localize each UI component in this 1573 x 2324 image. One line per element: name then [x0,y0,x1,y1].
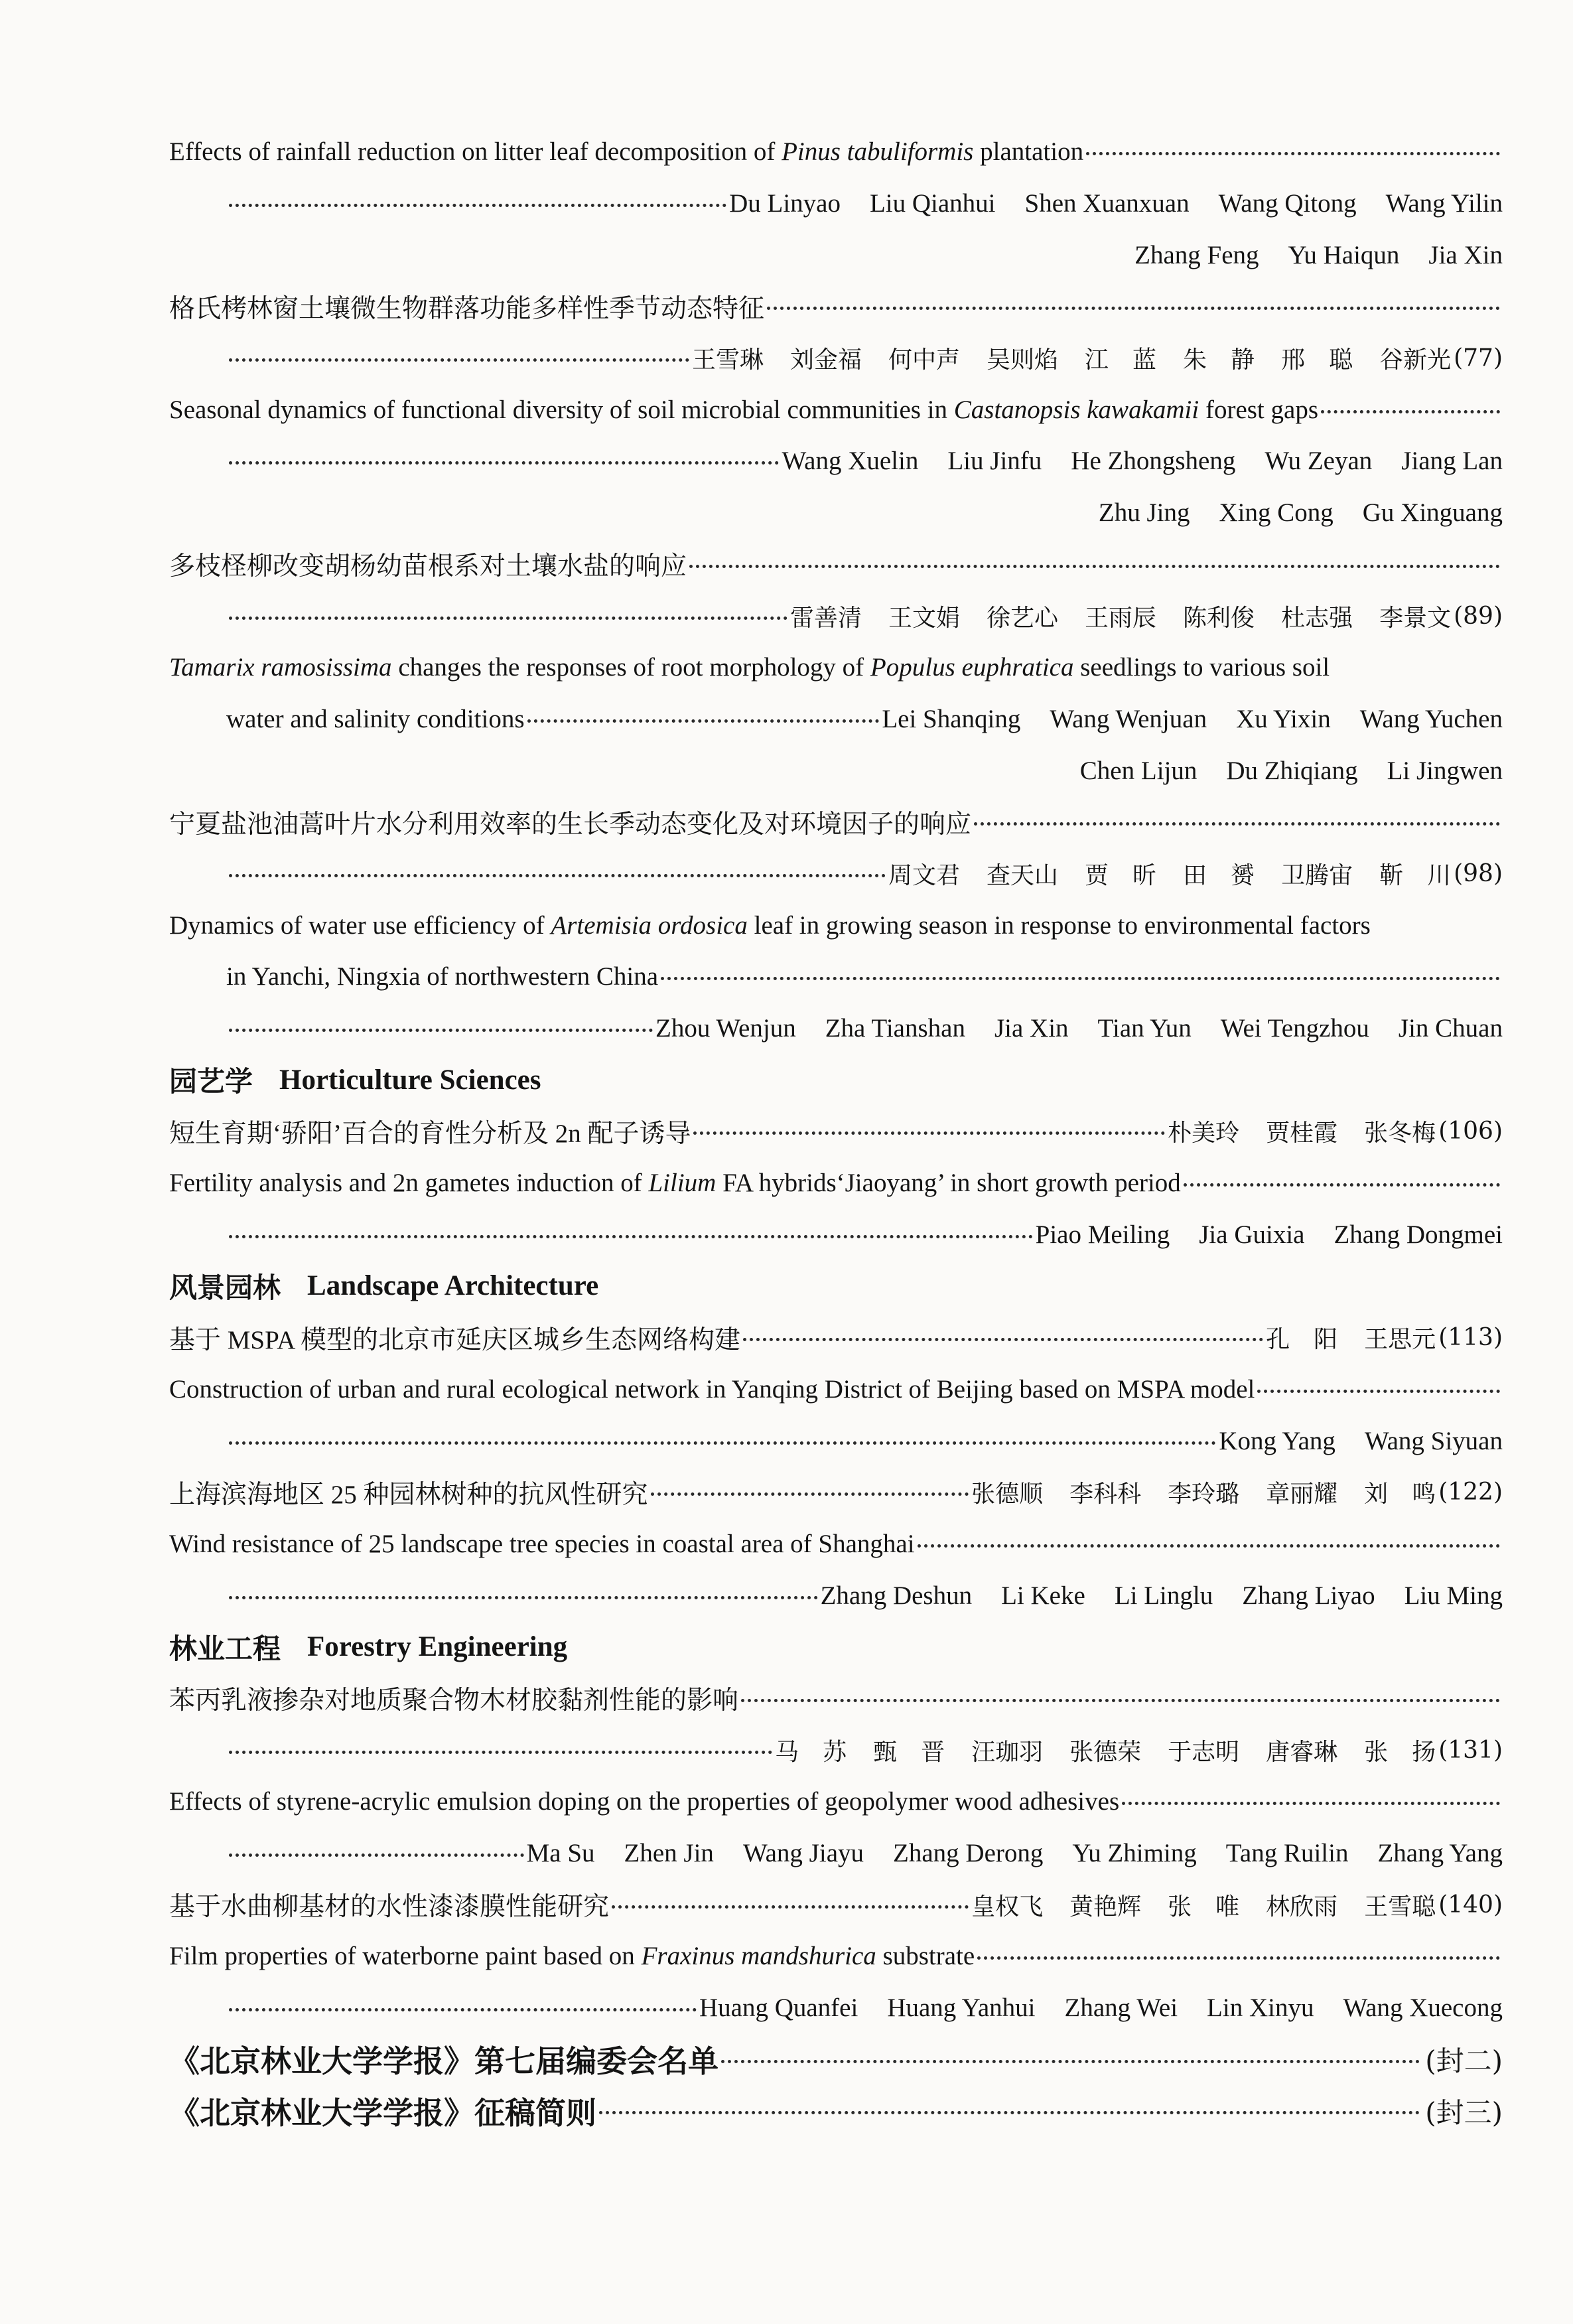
author-name: Zhang Yang [1377,1839,1503,1868]
author-name: 林欣雨 [1266,1893,1338,1921]
author-name: 雷善清 [789,604,862,632]
author-name: 王雪聪 [1364,1893,1436,1921]
toc-entry-line [169,1106,1503,1157]
author-name: Li Keke [1001,1581,1085,1610]
toc-entry-line [169,1208,1503,1260]
leader-dots [229,2008,697,2011]
author-list [1219,1426,1503,1456]
section-heading [169,1260,1503,1312]
author-name: 李科科 [1069,1481,1142,1508]
leader-dots [1122,1802,1500,1805]
title-text: 基于 MSPA 模型的北京市延庆区城乡生态网络构建 [169,1325,740,1354]
title-text: 《北京林业大学学报》征稿简则 [169,2094,596,2131]
toc-entry-line [169,2085,1503,2137]
author-list [527,1838,1503,1868]
toc-entry-line [169,1157,1503,1209]
author-name: Liu Jinfu [947,447,1042,476]
author-name: Jia Xin [994,1014,1069,1043]
author-name: Liu Ming [1404,1581,1503,1610]
author-list [1080,756,1503,786]
entry-title [169,1319,740,1356]
species-name: Tamarix ramosissima [169,653,392,682]
author-name: Zhu Jing [1098,498,1190,528]
author-list [971,1475,1436,1509]
author-name: Zhang Wei [1064,1994,1178,2023]
species-name: Fraxinus mandshurica [641,1942,876,1971]
toc-entry-line [169,848,1503,900]
toc-entry-line [169,487,1503,539]
section-title-zh: 林业工程 [169,1632,281,1665]
author-list [1099,498,1503,528]
leader-dots [229,617,787,620]
toc-entry-line [169,1518,1503,1570]
title-text: 《北京林业大学学报》第七届编委会名单 [169,2043,718,2080]
author-name: Du Linyao [729,189,841,218]
toc-entry-line [169,590,1503,642]
toc-entry-line [169,899,1503,951]
author-name: Lei Shanqing [882,704,1021,733]
leader-dots [767,307,1500,310]
page-number: (98) [1454,859,1503,887]
author-name: 王雪琳 [691,346,764,374]
author-name: He Zhongsheng [1071,447,1236,476]
entry-title [226,962,658,991]
toc-entry-line [169,229,1503,281]
title-text: Dynamics of water use efficiency of [169,910,551,940]
title-text: 基于水曲柳基材的水性漆漆膜性能研究 [169,1893,610,1922]
title-text: in Yanchi, Ningxia of northwestern China [226,962,659,991]
author-name: 贾 昕 [1085,861,1157,889]
author-name: 周文君 [888,861,961,889]
author-name: 王雨辰 [1085,604,1157,632]
title-text: 苯丙乳液掺杂对地质聚合物木材胶黏剂性能的影响 [169,1686,739,1715]
author-name: 徐艺心 [987,604,1059,632]
author-name: Zhang Feng [1134,240,1259,269]
author-name: 陈利俊 [1183,604,1255,632]
entry-title [169,910,1371,940]
toc-entry-line [169,1003,1503,1054]
author-list [1036,1220,1503,1250]
leader-dots [977,1956,1500,1960]
author-name: Chen Lijun [1079,756,1197,785]
section-heading [169,1054,1503,1106]
leader-dots [229,204,726,207]
author-name: Wang Xuelin [782,447,919,476]
leader-dots [599,2111,1420,2114]
entry-title [169,1680,738,1717]
toc-entry-line [169,2033,1503,2085]
toc-entry-line [169,1776,1503,1828]
title-text: Construction of urban and rural ecological network in Yanqing District of Beijing based on MSPA model [169,1374,1255,1404]
leader-dots [527,719,880,723]
leader-dots [229,1596,818,1599]
author-list [971,1888,1436,1922]
title-text: Fertility analysis and 2n gametes induction of [169,1169,649,1198]
title-text: Effects of rainfall reduction on litter leaf decomposition of [169,137,782,167]
page-number: (77) [1454,344,1503,372]
entry-title [169,1886,609,1923]
author-name: Wu Zeyan [1265,447,1373,476]
toc-entry-line [169,178,1503,230]
toc-entry-line [169,693,1503,745]
section-title-zh: 风景园林 [169,1271,281,1304]
author-name: Jia Guixia [1199,1220,1305,1249]
author-name: 孔 阳 [1266,1326,1338,1354]
author-list [1168,1114,1436,1148]
page-number: (140) [1438,1891,1503,1919]
author-name: 贾桂霞 [1266,1120,1338,1147]
author-name: 黄艳辉 [1069,1893,1142,1921]
author-name: Wang Yuchen [1359,704,1503,733]
toc-entry-line [169,1467,1503,1518]
entry-title [169,652,1330,682]
author-name: Wei Tengzhou [1220,1014,1369,1043]
entry-title [169,1529,915,1559]
author-name: Shen Xuanxuan [1024,189,1190,218]
author-name: Piao Meiling [1035,1220,1170,1249]
author-name: Kong Yang [1219,1426,1335,1455]
title-text: seedlings to various soil [1073,653,1330,682]
leader-dots [229,358,689,362]
toc-entry-line [169,951,1503,1003]
title-text: 短生育期‘骄阳’百合的育性分析及 2n 配子诱导 [169,1119,691,1148]
author-name: 卫腾宙 [1281,861,1353,889]
author-name: 吴则焰 [987,346,1059,374]
entry-title [169,137,1083,167]
page-number: (131) [1438,1736,1503,1764]
toc-entry-line [169,126,1503,178]
author-name: 马 苏 [775,1738,847,1766]
title-text: leaf in growing season in response to environmental factors [747,910,1371,940]
page-number: (113) [1438,1324,1503,1352]
entry-title [169,545,687,583]
author-name: 张德顺 [971,1481,1044,1508]
page-number: (89) [1454,602,1503,630]
toc-entry-line [169,642,1503,693]
leader-dots [661,977,1500,980]
leader-dots [693,1131,1165,1135]
leader-dots [229,1853,524,1857]
title-text: water and salinity conditions [226,704,525,733]
author-name: Zha Tianshan [825,1014,965,1043]
author-name: 江 蓝 [1085,346,1157,374]
author-name: Li Jingwen [1387,756,1503,785]
author-name: 田 赟 [1183,861,1255,889]
leader-dots [229,461,779,465]
author-list [790,599,1451,633]
leader-dots [974,822,1500,826]
toc-entry-line [169,539,1503,591]
table-of-contents [169,126,1503,2137]
author-name: Wang Wenjuan [1050,704,1207,733]
leader-dots [651,1492,969,1496]
title-text: changes the responses of root morphology of [391,653,870,682]
title-text: FA hybrids‘Jiaoyang’ in short growth period [716,1169,1181,1198]
page-number: (封三) [1425,2096,1503,2129]
author-list [882,704,1503,734]
author-name: 张德荣 [1069,1738,1142,1766]
author-name: 王思元 [1364,1326,1436,1354]
author-list [655,1013,1503,1043]
entry-title [169,1474,648,1511]
author-name: Wang Qitong [1218,189,1357,218]
author-name: 张 扬 [1364,1738,1436,1766]
toc-entry-line [169,1930,1503,1982]
author-name: 邢 聪 [1281,346,1353,374]
title-text: 格氏栲林窗土壤微生物群落功能多样性季节动态特征 [169,294,765,323]
section-title-zh: 园艺学 [169,1065,253,1098]
author-name: Huang Yanhui [887,1994,1036,2023]
section-title-en: Landscape Architecture [307,1270,599,1302]
entry-title [226,704,525,734]
author-name: 杜志强 [1281,604,1353,632]
author-name: Wang Jiayu [742,1839,864,1868]
toc-entry-line [169,796,1503,848]
author-name: Gu Xinguang [1362,498,1503,528]
leader-dots [1257,1390,1500,1393]
author-name: Lin Xinyu [1207,1994,1314,2023]
author-name: 王文娟 [888,604,961,632]
leader-dots [721,2060,1420,2063]
author-name: Zhang Derong [893,1839,1044,1868]
author-name: 何中声 [888,346,961,374]
author-name: Yu Zhiming [1072,1839,1197,1868]
title-text: plantation [973,137,1084,167]
leader-dots [918,1544,1500,1548]
author-list [692,341,1451,375]
entry-title [169,2089,596,2133]
title-text: 上海滨海地区 25 种园林树种的抗风性研究 [169,1480,648,1509]
toc-entry-line [169,281,1503,332]
author-name: Zhang Dongmei [1334,1220,1503,1249]
section-title-en: Horticulture Sciences [279,1064,541,1096]
title-text: Wind resistance of 25 landscape tree species in coastal area of Shanghai [169,1529,915,1558]
author-name: Yu Haiqun [1288,240,1400,269]
author-name: Li Linglu [1114,1581,1213,1610]
leader-dots [229,1751,772,1754]
author-name: 刘 鸣 [1364,1481,1436,1508]
author-name: Zhou Wenjun [655,1014,796,1043]
author-name: 刘金福 [789,346,862,374]
author-list [699,1993,1503,2023]
toc-entry-line [169,384,1503,435]
section-heading [169,1621,1503,1673]
page-number: (122) [1438,1479,1503,1506]
author-list [775,1733,1436,1767]
author-name: Zhang Deshun [820,1581,973,1610]
entry-title [169,1374,1255,1404]
section-title-en: Forestry Engineering [307,1631,568,1663]
author-list [1134,240,1503,270]
author-name: 唐睿琳 [1266,1738,1338,1766]
author-name: 于志明 [1168,1738,1240,1766]
leader-dots [1184,1183,1500,1187]
species-name: Artemisia ordosica [551,910,748,940]
author-name: 张冬梅 [1364,1120,1436,1147]
species-name: Pinus tabuliformis [782,137,974,167]
species-name: Lilium [648,1169,717,1198]
toc-entry-line [169,1415,1503,1467]
species-name: Castanopsis kawakamii [953,395,1199,424]
author-name: 章丽耀 [1266,1481,1338,1508]
toc-entry-line [169,435,1503,487]
toc-entry-line [169,332,1503,384]
entry-title [169,804,971,841]
author-name: 汪珈羽 [971,1738,1044,1766]
leader-dots [229,874,886,877]
entry-title [169,1168,1181,1198]
toc-entry-line [169,1673,1503,1725]
leader-dots [1321,410,1500,413]
author-name: Jia Xin [1428,240,1503,269]
leader-dots [229,1235,1033,1238]
author-name: Du Zhiqiang [1226,756,1358,785]
author-name: Tang Ruilin [1225,1839,1349,1868]
leader-dots [229,1029,653,1032]
toc-entry-line [169,1828,1503,1879]
entry-title [169,395,1318,425]
species-name: Populus euphratica [870,653,1074,682]
title-text: 多枝柽柳改变胡杨幼苗根系对土壤水盐的响应 [169,552,687,581]
author-name: 靳 川 [1379,861,1452,889]
author-name: Xu Yixin [1236,704,1331,733]
leader-dots [689,565,1500,568]
author-name: Zhang Liyao [1242,1581,1375,1610]
entry-title [169,288,764,325]
page-number: (封二) [1425,2045,1503,2078]
title-text: 宁夏盐池油蒿叶片水分利用效率的生长季动态变化及对环境因子的响应 [169,810,972,839]
leader-dots [229,1441,1216,1445]
toc-entry-line [169,745,1503,796]
toc-entry-line [169,1879,1503,1930]
author-name: 朱 静 [1183,346,1255,374]
author-name: Wang Yilin [1385,189,1503,218]
title-text: Seasonal dynamics of functional diversity of soil microbial communities in [169,395,954,424]
author-name: Zhen Jin [624,1839,714,1868]
title-text: Film properties of waterborne paint based on [169,1942,642,1971]
entry-title [169,1113,691,1150]
toc-entry-line [169,1982,1503,2034]
title-text: substrate [876,1942,975,1971]
author-name: Jin Chuan [1398,1014,1503,1043]
author-list [729,188,1503,218]
author-name: 查天山 [987,861,1059,889]
author-name: 李玲璐 [1168,1481,1240,1508]
entry-title [169,2037,718,2081]
leader-dots [1086,152,1500,155]
title-text: forest gaps [1199,395,1319,424]
author-name: Liu Qianhui [869,189,996,218]
author-list [1266,1321,1436,1354]
entry-title [169,1786,1119,1816]
leader-dots [743,1338,1263,1341]
author-name: Ma Su [526,1839,595,1868]
author-name: 朴美玲 [1168,1120,1240,1147]
toc-entry-line [169,1724,1503,1776]
toc-entry-line [169,1312,1503,1364]
author-name: Xing Cong [1219,498,1334,528]
author-list [888,857,1451,891]
toc-entry-line [169,1569,1503,1621]
author-name: Wang Xuecong [1343,1994,1503,2023]
author-name: 甄 晋 [873,1738,945,1766]
author-name: 李景文 [1379,604,1452,632]
author-name: Jiang Lan [1401,447,1503,476]
toc-entry-line [169,1364,1503,1416]
title-text: Effects of styrene-acrylic emulsion doping on the properties of geopolymer wood adhesives [169,1787,1120,1816]
author-name: 谷新光 [1379,346,1452,374]
author-name: 张 唯 [1168,1893,1240,1921]
author-name: Tian Yun [1097,1014,1192,1043]
entry-title [169,1941,975,1971]
page-number: (106) [1438,1118,1503,1145]
leader-dots [612,1905,969,1909]
author-name: 皇权飞 [971,1893,1044,1921]
leader-dots [741,1699,1500,1702]
author-list [821,1581,1503,1611]
author-name: Huang Quanfei [699,1994,858,2023]
author-list [782,446,1503,476]
author-name: Wang Siyuan [1364,1426,1503,1455]
